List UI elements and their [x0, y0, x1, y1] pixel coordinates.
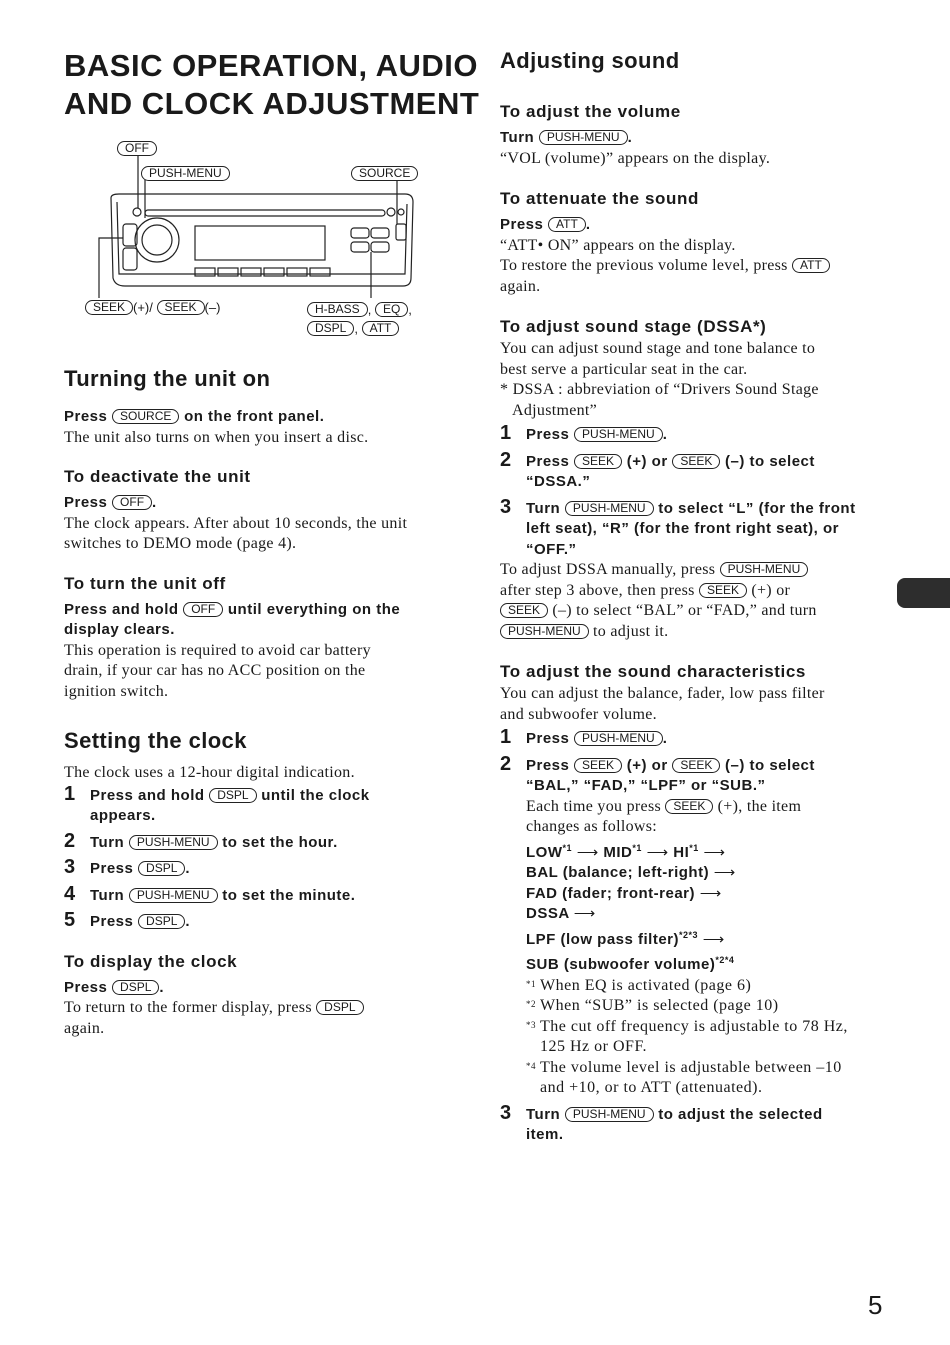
turning-on-heading: Turning the unit on	[64, 366, 271, 391]
push-menu-key: PUSH-MENU	[129, 835, 218, 850]
head-unit-diagram	[85, 138, 430, 338]
attenuate-body: “ATT• ON” appears on the display. To restore the previous volume level, press ATT again.	[500, 236, 895, 298]
volume-body: “VOL (volume)” appears on the display.	[500, 149, 771, 167]
dspl-key: DSPL	[209, 788, 256, 803]
seek-key-3: SEEK	[699, 583, 747, 598]
off-key-label: OFF	[117, 141, 157, 156]
char-step-1: 1 Press PUSH-MENU .	[500, 726, 668, 748]
push-menu-key-9: PUSH-MENU	[565, 1107, 654, 1122]
char-step-3: 3 Turn PUSH-MENU to adjust the selected item.	[500, 1101, 823, 1143]
page-title	[64, 47, 479, 123]
seek-key-6: SEEK	[672, 758, 720, 773]
push-menu-key-3: PUSH-MENU	[539, 130, 628, 145]
push-menu-key-6: PUSH-MENU	[720, 562, 809, 577]
turn-on-instruction: Press SOURCE on the front panel.	[64, 408, 325, 425]
footnote-2: *2 When “SUB” is selected (page 10)	[526, 997, 779, 1014]
volume-heading: To adjust the volume	[500, 102, 681, 121]
attenuate-instruction: Press ATT .	[500, 216, 591, 233]
seek-key-label: SEEK	[85, 300, 133, 315]
push-menu-key-7: PUSH-MENU	[500, 624, 589, 639]
attenuate-heading: To attenuate the sound	[500, 189, 699, 208]
off-key-2: OFF	[183, 602, 223, 617]
clock-intro: The clock uses a 12-hour digital indication.	[64, 764, 355, 781]
clock-step-3: 3 Press DSPL .	[64, 856, 191, 878]
title-line-1: BASIC OPERATION, AUDIO	[64, 48, 479, 83]
volume-instruction: Turn PUSH-MENU .	[500, 129, 633, 146]
deactivate-heading: To deactivate the unit	[64, 467, 251, 486]
title-line-2: AND CLOCK ADJUSTMENT	[64, 86, 480, 121]
display-clock-body: To return to the former display, press DSPL again.	[64, 998, 454, 1039]
hbass-key-label: H-BASS	[307, 302, 368, 317]
each-time-text: Each time you press SEEK (+), the item changes as follows:	[526, 797, 802, 835]
deactivate-instruction: Press OFF .	[64, 494, 157, 511]
dssa-manual: To adjust DSSA manually, press PUSH-MENU after step 3 above, then press SEEK (+) or SEEK (–) to select “BAL” or “FAD,” and turn PUSH-MENU to adjust it.	[500, 561, 817, 640]
characteristics-body: You can adjust the balance, fader, low pass filter and subwoofer volume.	[500, 685, 825, 723]
turn-off-instruction: Press and hold OFF until everything on the display clears.	[64, 600, 401, 638]
seek-key-2: SEEK	[672, 454, 720, 469]
footnote-1: *1 When EQ is activated (page 6)	[526, 976, 752, 994]
turn-on-note: The unit also turns on when you insert a disc.	[64, 428, 369, 446]
footnotes	[526, 976, 895, 1099]
footnote-4: *4 The volume level is adjustable between –10 and +10, or to ATT (attenuated).	[526, 1058, 842, 1096]
seek-key-label-2: SEEK	[157, 300, 205, 315]
dspl-key-5: DSPL	[316, 1000, 363, 1015]
section-tab-marker	[897, 578, 950, 608]
dspl-key-label: DSPL	[307, 321, 354, 336]
sound-heading: Adjusting sound	[500, 48, 680, 73]
page-number: 5	[868, 1290, 883, 1320]
dssa-step-2: 2 Press SEEK (+) or SEEK (–) to select “DSSA.”	[500, 448, 815, 490]
dssa-heading: To adjust sound stage (DSSA*)	[500, 317, 767, 336]
item-sequence: LOW$^{*1}$ ⟶ MID$^{*1}$ ⟶ HI$^{*1}$ ⟶ BAL (balance; left-right) ⟶ FAD (fader; front-rear) ⟶ DSSA ⟶ LPF (low pass filter)$^{*2*3}$ ⟶ SUB (subwoofer volume)$^{*2*4}$	[526, 842, 736, 973]
minus-label: (–)	[204, 300, 221, 315]
att-key-label: ATT	[362, 321, 400, 336]
right-column	[500, 48, 895, 1146]
dspl-key-3: DSPL	[138, 914, 185, 929]
characteristics-steps	[500, 726, 895, 1146]
att-key: ATT	[548, 217, 586, 232]
push-menu-key-2: PUSH-MENU	[129, 888, 218, 903]
seek-labels	[85, 300, 220, 315]
dssa-step-3: 3 Turn PUSH-MENU to select “L” (for the front left seat), “R” (for the front right seat), or “OFF.”	[500, 495, 856, 558]
eq-key-label: EQ	[375, 302, 408, 317]
source-key-label: SOURCE	[351, 166, 418, 181]
off-key: OFF	[112, 495, 152, 510]
clock-step-5: 5 Press DSPL .	[64, 909, 191, 931]
clock-step-4: 4 Turn PUSH-MENU to set the minute.	[64, 882, 356, 905]
push-menu-key-label: PUSH-MENU	[141, 166, 230, 181]
dssa-steps	[500, 422, 895, 560]
push-menu-key-8: PUSH-MENU	[574, 731, 663, 746]
clock-heading: Setting the clock	[64, 728, 247, 753]
clock-step-2: 2 Turn PUSH-MENU to set the hour.	[64, 829, 338, 852]
turn-off-heading: To turn the unit off	[64, 573, 226, 593]
push-menu-key-5: PUSH-MENU	[565, 501, 654, 516]
clock-steps	[64, 782, 454, 933]
display-clock-instruction: Press DSPL .	[64, 978, 165, 996]
push-menu-key-4: PUSH-MENU	[574, 427, 663, 442]
seek-key-7: SEEK	[665, 799, 713, 814]
char-step-2: 2 Press SEEK (+) or SEEK (–) to select “BAL,” “FAD,” “LPF” or “SUB.” Each time you press SEEK (+), the item changes as follows: LOW$^{*1}$ ⟶ MID$^{*1}$ ⟶ HI$^{*1}$ ⟶ BAL (balance; left-right) ⟶ FAD (fader; front-rear) ⟶ DSSA ⟶ LPF (low pass filter)$^{*2*3}$ ⟶ SUB (subwoofer volume)$^{*2*4}$ *1 When EQ is activated (page 6) *2 When “SUB” is selected (page 10) *3 The cut off frequency is adjustable to 78 Hz, 125 Hz or OFF. *4 The volume level is adjustable between –10 and +10, or to ATT (attenuated).	[500, 756, 895, 1099]
deactivate-body: The clock appears. After about 10 seconds, the unit switches to DEMO mode (page 4).	[64, 514, 408, 552]
clock-step-1: 1 Press and hold DSPL until the clock appears.	[64, 782, 370, 824]
seek-key: SEEK	[574, 454, 622, 469]
plus-label: (+)/	[133, 300, 153, 315]
source-key: SOURCE	[112, 409, 179, 424]
dspl-key-2: DSPL	[138, 861, 185, 876]
att-key-2: ATT	[792, 258, 830, 273]
seek-key-4: SEEK	[500, 603, 548, 618]
seek-key-5: SEEK	[574, 758, 622, 773]
dssa-body: You can adjust sound stage and tone balance to best serve a particular seat in the car. * DSSA : abbreviation of “Drivers Sound Stage Adjustment”	[500, 340, 819, 419]
turn-off-body: This operation is required to avoid car battery drain, if your car has no ACC position on the ignition switch.	[64, 641, 371, 700]
tone-key-labels: H-BASS , EQ , DSPL , ATT	[307, 300, 412, 338]
left-column	[64, 366, 454, 1039]
dspl-key-4: DSPL	[112, 980, 159, 995]
characteristics-heading: To adjust the sound characteristics	[500, 662, 806, 681]
display-clock-heading: To display the clock	[64, 951, 238, 971]
dssa-step-1: 1 Press PUSH-MENU .	[500, 422, 668, 444]
footnote-3: *3 The cut off frequency is adjustable to 78 Hz, 125 Hz or OFF.	[526, 1017, 848, 1055]
